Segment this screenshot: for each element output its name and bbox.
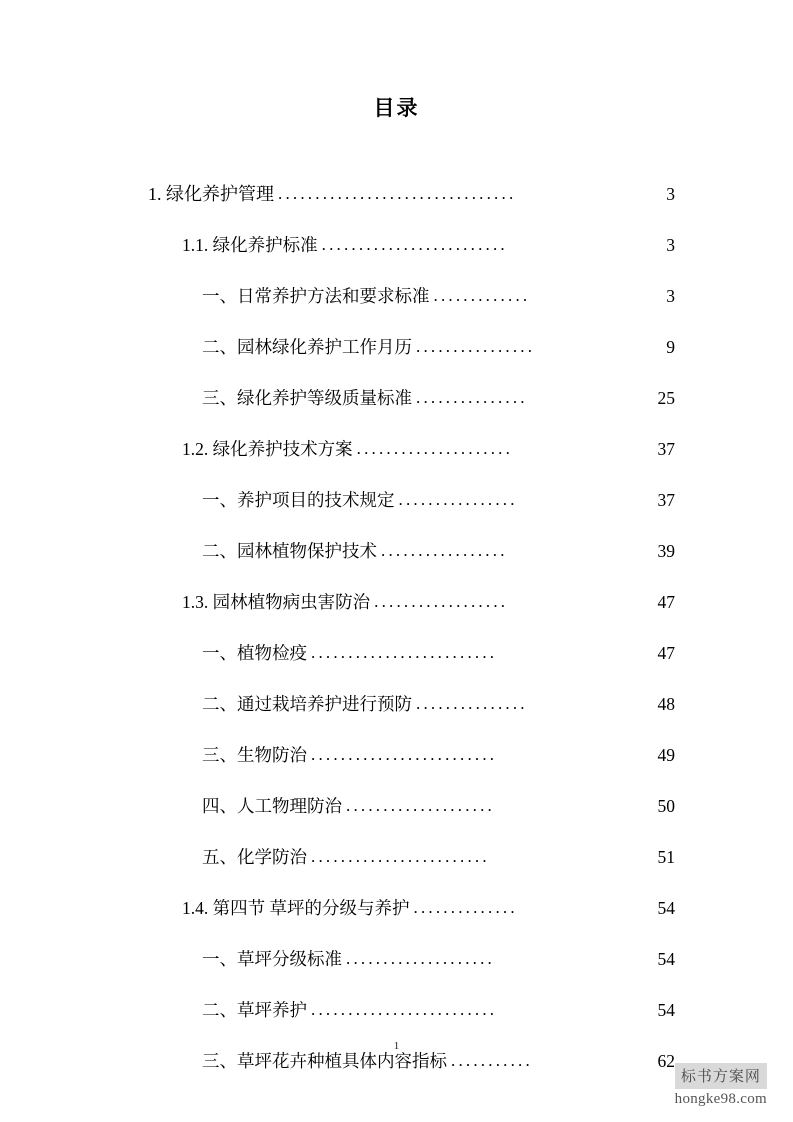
toc-entry-page-number: 54 [657,897,675,918]
toc-entry[interactable] [0,356,793,407]
toc-entry-label: 二、园林绿化养护工作月历 [202,336,412,357]
toc-entry-page-number: 47 [657,642,675,663]
toc-leader-dots: ................ [398,491,518,508]
toc-leader-dots: ............... [416,389,528,406]
toc-leader-dots: ............. [433,287,531,304]
toc-entry[interactable] [0,203,793,254]
toc-entry[interactable] [0,713,793,764]
toc-entry[interactable] [0,611,793,662]
toc-entry-page-number: 9 [666,336,675,357]
toc-entry[interactable] [0,815,793,866]
toc-entry-page-number: 3 [666,285,675,306]
toc-entry[interactable] [0,560,793,611]
toc-entry-label: 四、人工物理防治 [202,795,342,816]
toc-leader-dots: ......................... [311,746,498,763]
toc-entry[interactable] [0,662,793,713]
toc-entry-label: 1. 绿化养护管理 [148,184,274,204]
toc-entry[interactable] [0,764,793,815]
toc-entry-label: 一、植物检疫 [202,642,307,663]
toc-entry-label: 三、草坪花卉种植具体内容指标 [202,1050,447,1071]
toc-entry-label: 1.2. 绿化养护技术方案 [182,438,353,459]
toc-entry-page-number: 50 [657,795,675,816]
toc-entry-page-number: 37 [657,489,675,510]
toc-entry-page-number: 62 [657,1050,675,1071]
toc-entry-label: 三、生物防治 [202,744,307,765]
toc-entry[interactable] [0,254,793,305]
toc-entry-label: 1.1. 绿化养护标准 [182,234,318,255]
toc-entry-page-number: 47 [657,591,675,612]
table-of-contents [0,152,793,1070]
toc-entry[interactable] [0,152,793,203]
watermark [675,1063,767,1108]
toc-entry-page-number: 49 [657,744,675,765]
toc-entry-label: 1.4. 第四节 草坪的分级与养护 [182,897,410,918]
toc-entry-page-number: 3 [666,234,675,255]
toc-leader-dots: ............... [416,695,528,712]
toc-leader-dots: .............. [413,899,518,916]
toc-entry-page-number: 54 [657,948,675,969]
toc-entry-page-number: 3 [666,183,675,204]
toc-entry-page-number: 54 [657,999,675,1020]
page-title: 目录 [373,96,420,120]
toc-entry-label: 一、日常养护方法和要求标准 [202,285,430,306]
toc-entry[interactable] [0,866,793,917]
toc-entry[interactable] [0,917,793,968]
toc-leader-dots: .................... [346,797,495,814]
toc-leader-dots: .................. [374,593,509,610]
toc-leader-dots: ......................... [311,1001,498,1018]
page-footer-number: 1 [393,1040,400,1052]
toc-entry[interactable] [0,509,793,560]
toc-leader-dots: ......................... [321,236,508,253]
toc-entry-label: 一、草坪分级标准 [202,948,342,969]
toc-entry-page-number: 37 [657,438,675,459]
toc-entry-page-number: 51 [657,846,675,867]
toc-leader-dots: ........... [451,1052,533,1069]
toc-entry-label: 1.3. 园林植物病虫害防治 [182,591,371,612]
toc-leader-dots: ......................... [311,644,498,661]
toc-entry-page-number: 48 [657,693,675,714]
watermark-url: hongke98.com [674,1091,767,1107]
toc-entry[interactable] [0,968,793,1019]
toc-leader-dots: ................ [416,338,536,355]
toc-entry-label: 三、绿化养护等级质量标准 [202,387,412,408]
toc-entry-page-number: 39 [657,540,675,561]
toc-entry-label: 二、通过栽培养护进行预防 [202,693,412,714]
toc-entry-label: 五、化学防治 [202,846,307,867]
toc-entry[interactable] [0,458,793,509]
watermark-label: 标书方案网 [675,1063,767,1089]
toc-entry-label: 一、养护项目的技术规定 [202,489,395,510]
toc-entry[interactable] [0,407,793,458]
toc-leader-dots: ................................ [278,185,517,202]
toc-leader-dots: ................. [381,542,508,559]
toc-entry-page-number: 25 [657,387,675,408]
toc-entry[interactable] [0,305,793,356]
toc-leader-dots: ........................ [311,848,490,865]
toc-entry-label: 二、园林植物保护技术 [202,540,377,561]
toc-leader-dots: ..................... [356,440,514,457]
toc-entry-label: 二、草坪养护 [202,999,307,1020]
toc-leader-dots: .................... [346,950,495,967]
